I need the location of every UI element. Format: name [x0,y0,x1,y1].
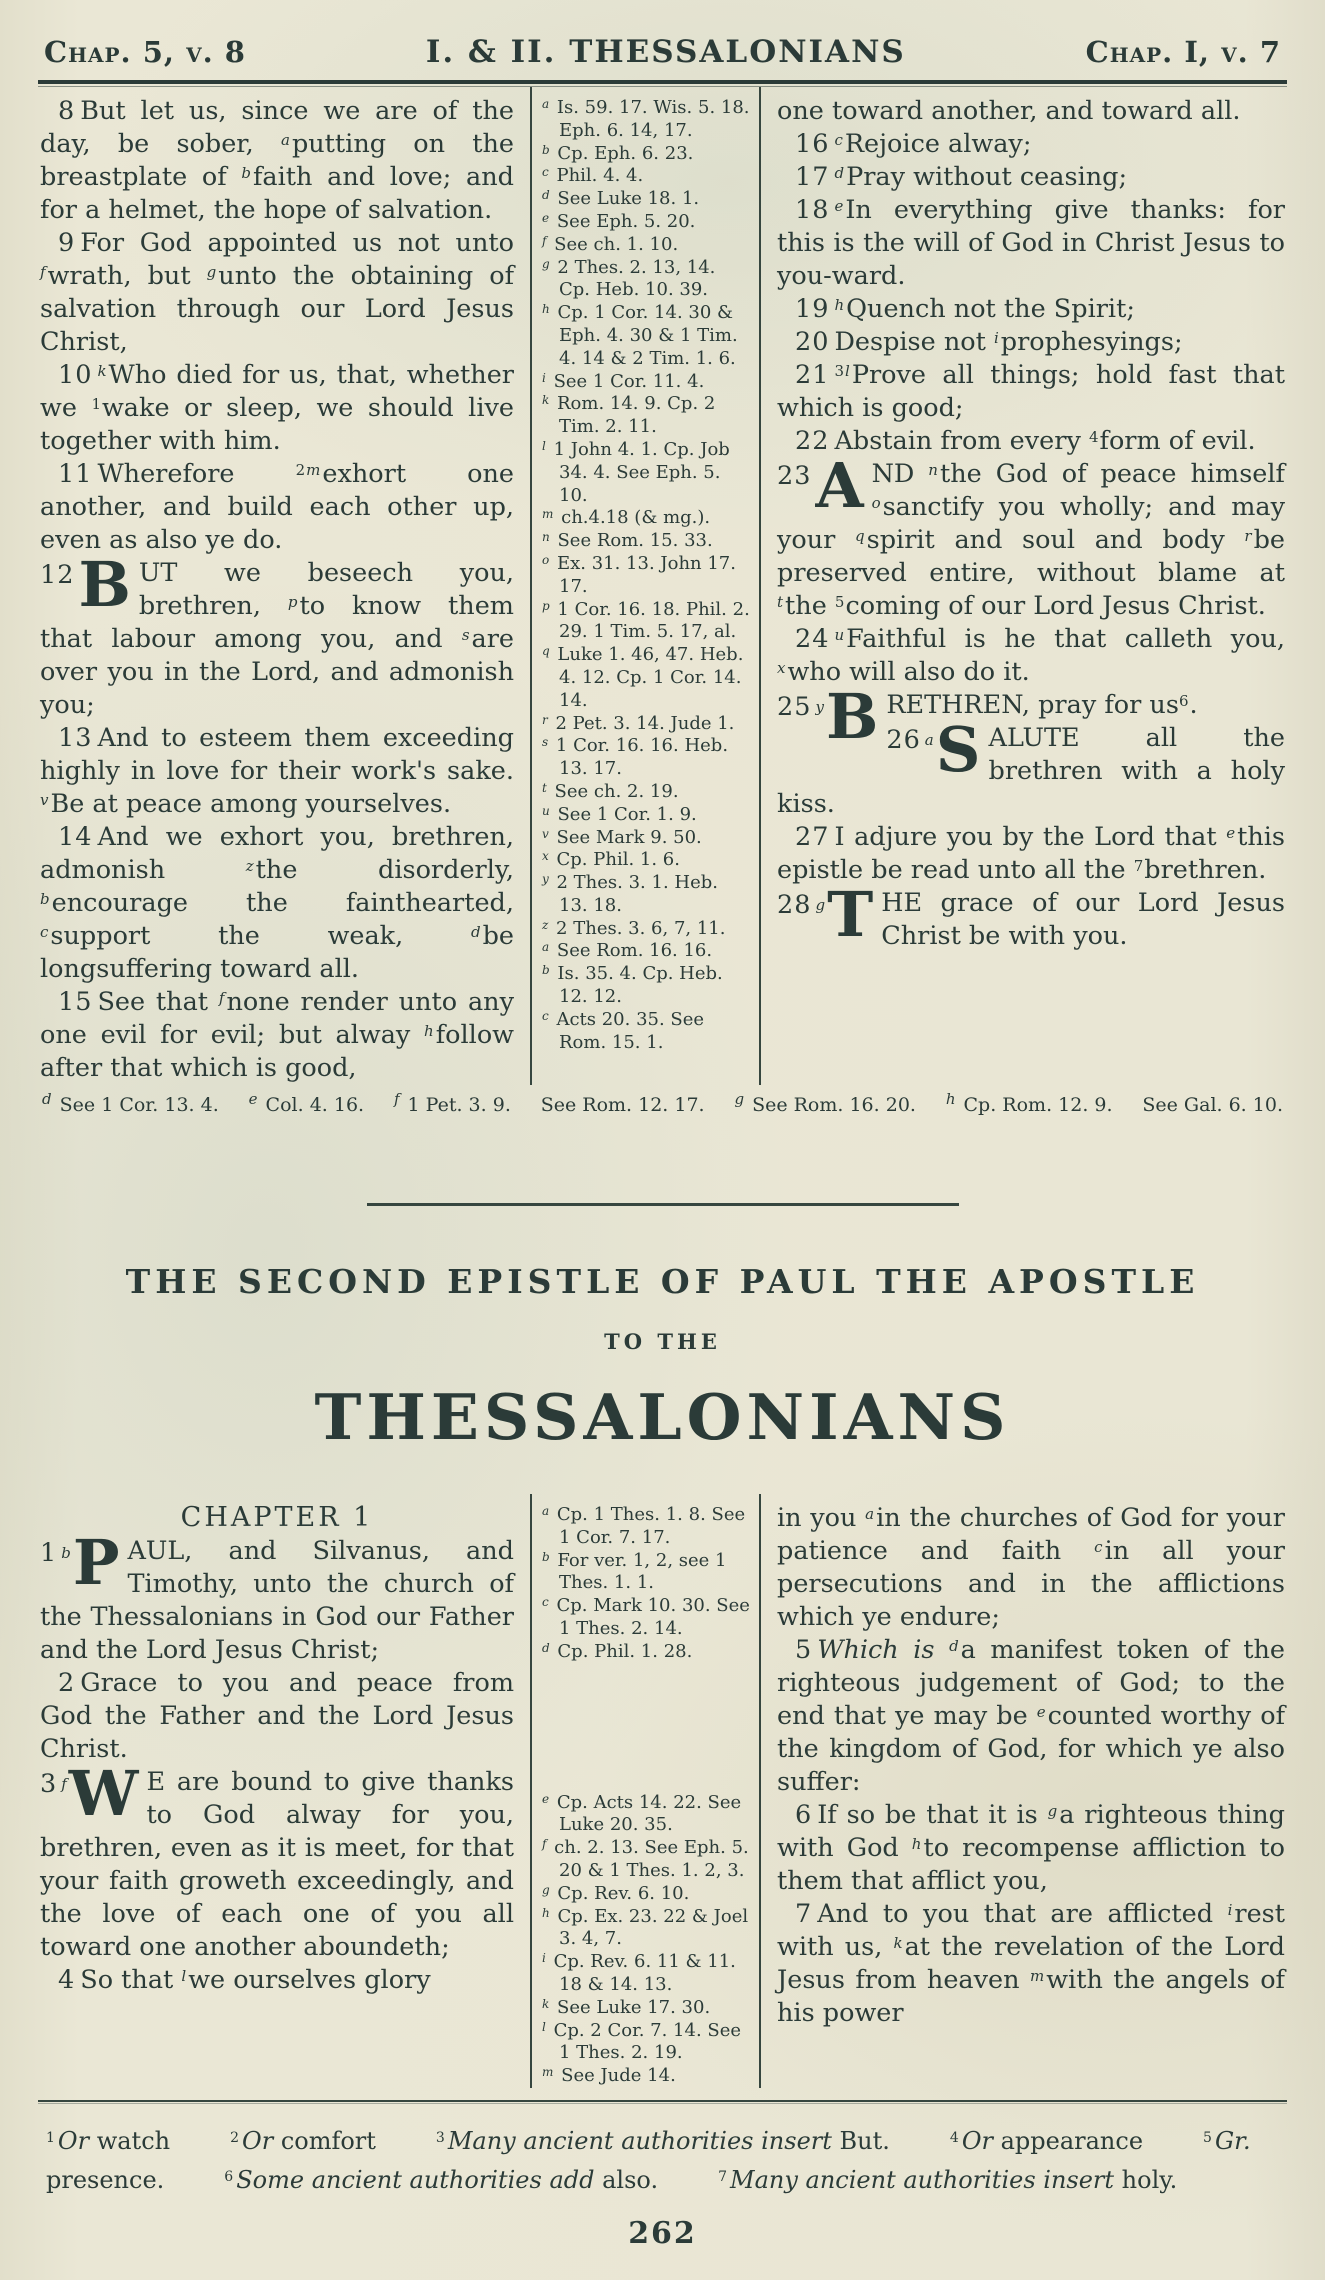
verse-number: 20 [795,327,830,357]
verse-number: 22 [795,426,830,456]
drop-cap: 26 a S [886,713,981,786]
verse-number: 16 [795,129,830,159]
verse-number: 23 [777,461,812,491]
margin-reference: $^e$ See Eph. 5. 20. [542,210,696,232]
footnote-number: 7 [718,2168,727,2185]
reference-letter: h [542,302,550,317]
footnote-number: 5 [1203,2129,1212,2146]
reference-letter: d [42,1090,52,1108]
reference-letter: o [871,494,881,512]
verse-11: 11 Wherefore $^{2m}$exhort one another, and build each other up, even as also ye do. [40,459,515,555]
verse-number: 8 [58,96,76,126]
verse-12: 12 B UT we beseech you, brethren, $^p$to know them that labour among you, and $^s$are over you in the Lord, and admonish you; [40,548,514,720]
margin-reference: $^n$ See Rom. 15. 33. [542,530,713,552]
reference-letter: c [542,1008,549,1023]
margin-reference: $^t$ See ch. 2. 19. [542,780,679,802]
footnote-number: 4 [949,2129,959,2146]
reference-letter: h [945,1090,956,1108]
verse-number: 27 [795,822,830,852]
reference-letter: a [280,131,290,149]
reference-letter: f [218,989,225,1007]
margin-reference: $^b$ Cp. Eph. 6. 23. [542,142,694,164]
reference-letter: c [834,131,843,149]
reference-letter: b [542,142,550,157]
margin-reference: $^q$ Luke 1. 46, 47. Heb. 4. 12. Cp. 1 Cor. 14. 14. [542,644,744,711]
reference-letter: s [542,735,549,750]
drop-cap: 12 B [40,548,131,621]
reference-letter: d [949,1637,959,1655]
verse-9: 9 For God appointed us not unto $^f$wrath, but $^g$unto the obtaining of salvation through our Lord Jesus Christ, [40,228,515,357]
verse-number: 18 [795,195,830,225]
epistle-title-line2: TO THE [604,1329,721,1354]
reference-letter: z [245,857,254,875]
reference-letter: k [893,1934,903,1952]
section1-margin-references [530,87,761,1085]
margin-reference: $^g$ 2 Thes. 2. 13, 14. Cp. Heb. 10. 39. [542,256,716,301]
verse-21: 21 $^{3l}$Prove all things; hold fast that which is good; [777,360,1285,423]
verse-number: 4 [58,1965,76,1995]
reference-letter: f [40,263,46,281]
header-left-chapter-verse: Chap. 5, v. 8 [44,35,246,69]
footnote-marker: 3 [834,362,844,380]
section2-left-column [38,1494,530,2088]
section-divider-rule [367,1203,959,1206]
drop-cap: 1 b P [40,1526,120,1599]
reference-letter: f [542,233,547,248]
footnote-marker: 4 [1088,428,1099,446]
verse-19: 19 $^h$Quench not the Spirit; [795,294,1135,324]
reference-letter: h [542,1905,550,1920]
verse-number: 19 [795,294,830,324]
reference-letter: g [1047,1802,1058,1820]
footer-reference: $^f$ 1 Pet. 3. 9. [393,1090,511,1116]
margin-reference: $^u$ See 1 Cor. 1. 9. [542,803,697,825]
verse-continuation: one toward another, and toward all. [777,96,1241,126]
footnote-marker: 5 [834,593,845,611]
reference-letter: b [542,1549,550,1564]
reference-letter: q [855,527,865,545]
drop-cap: 28 g T [777,878,874,951]
verse-17: 17 $^d$Pray without ceasing; [795,162,1128,192]
page-number: 262 [628,2215,697,2251]
reference-letter: f [542,1837,547,1852]
reference-letter: p [542,598,550,613]
verse-continuation: in you $^a$in the churches of God for your patience and faith $^c$in all your persecutions and in the afflictions which ye endure; [777,1503,1285,1632]
footer-reference: $^e$ Col. 4. 16. [248,1090,365,1116]
margin-reference: $^z$ 2 Thes. 3. 6, 7, 11. [542,917,726,939]
reference-letter: e [1226,824,1236,842]
footnote-number: 1 [46,2129,55,2146]
reference-letter: h [911,1835,922,1853]
section2-margin-references [530,1494,761,2088]
footnote-number: 6 [224,2168,234,2185]
reference-letter: x [542,849,549,864]
section2-columns [38,1494,1287,2088]
verse-number: 7 [795,1899,813,1929]
reference-letter: b [241,164,251,182]
verse-22: 22 Abstain from every $^4$form of evil. [795,426,1256,456]
reference-letter: t [777,593,784,611]
reference-letter: v [40,791,49,809]
reference-letter: l [542,2019,546,2034]
verse-number: 3 [40,1769,58,1799]
footer-reference: $^h$ Cp. Rom. 12. 9. [945,1090,1113,1116]
reference-letter: e [248,1090,258,1108]
margin-reference: $^c$ Acts 20. 35. See Rom. 15. 1. [542,1008,705,1053]
reference-letter: m [542,2065,554,2080]
reference-letter: a [924,731,934,749]
footnote-6: $^6$ Some ancient authorities add also. [224,2165,659,2194]
verse-number: 2 [58,1668,76,1698]
margin-reference: $^k$ Rom. 14. 9. Cp. 2 Tim. 2. 11. [542,393,716,438]
footnote-2: $^2$ Or comfort [230,2126,376,2155]
verse-15: 15 See that $^f$none render unto any one evil for evil; but alway $^h$follow after that which is good, [40,987,514,1083]
section1-footer-references [38,1085,1287,1119]
verse-10: 10 $^k$Who died for us, that, whether we $^1$wake or sleep, we should live together with him. [40,360,514,456]
reference-letter: d [470,923,481,941]
margin-reference: $^i$ See 1 Cor. 11. 4. [542,370,705,392]
reference-letter: a [542,940,550,955]
header-book-title: I. & II. THESSALONIANS [425,34,906,70]
reference-letter: b [40,890,50,908]
reference-letter: q [542,644,550,659]
verse-1: 1 b P AUL, and Silvanus, and Timothy, unto the church of the Thessalonians in God our Father and the Lord Jesus Christ; [40,1526,514,1665]
reference-letter: y [815,698,824,716]
verse-4: 4 So that $^l$we ourselves glory [58,1965,431,1995]
reference-letter: r [1244,527,1252,545]
margin-reference: $^e$ Cp. Acts 14. 22. See Luke 20. 35. [542,1791,742,1836]
verse-number: 6 [795,1800,813,1830]
section1-left-column [38,87,530,1085]
epistle-title-line1: THE SECOND EPISTLE OF PAUL THE APOSTLE [125,1262,1200,1301]
footnote-3: $^3$ Many ancient authorities insert But. [435,2126,890,2155]
reference-letter: c [1094,1538,1103,1556]
verse-number: 15 [58,987,93,1017]
section2-left-verses [40,1526,514,1997]
reference-letter: i [542,1951,546,1966]
reference-letter: o [542,552,550,567]
verse-3: 3 f W E are bound to give thanks to God alway for you, brethren, even as it is meet, for that your faith groweth exceedingly, and the love of each one of you all toward one another aboundeth; [40,1757,514,1962]
reference-letter: l [845,362,850,380]
running-header [38,30,1287,70]
margin-reference: $^d$ See Luke 18. 1. [542,188,700,210]
reference-letter: c [40,923,49,941]
margin-reference: $^k$ See Luke 17. 30. [542,1996,711,2018]
reference-letter: b [61,1544,71,1562]
reference-letter: a [865,1505,875,1523]
reference-letter: e [834,197,844,215]
reference-letter: x [777,659,786,677]
reference-letter: i [542,370,546,385]
footnote-marker: 7 [1133,857,1144,875]
verse-number: 12 [40,560,75,590]
reference-letter: n [928,461,938,479]
verse-26: 26 a S ALUTE all the brethren with a holy kiss. [777,713,1285,819]
verse-7: 7 And to you that are afflicted $^i$rest with us, $^k$at the revelation of the Lord Jesus from heaven $^m$with the angels of his power [777,1899,1285,2028]
reference-letter: p [287,593,298,611]
verse-23: 23 A ND $^n$the God of peace himself $^o$sanctify you wholly; and may your $^q$spirit and soul and body $^r$be preserved entire, without blame at $^t$the $^5$coming of our Lord Jesus Christ. [777,449,1285,621]
drop-cap: 23 A [777,449,864,522]
reference-letter: f [61,1775,67,1793]
verse-number: 17 [795,162,830,192]
section1-right-column [761,87,1287,1085]
reference-letter: a [542,97,550,111]
margin-reference: $^a$ Cp. 1 Thes. 1. 8. See 1 Cor. 7. 17. [542,1504,746,1548]
reference-letter: e [542,1791,550,1806]
verse-number: 13 [58,723,93,753]
margin-reference: $^h$ Cp. 1 Cor. 14. 30 & Eph. 4. 30 & 1 Tim. 4. 14 & 2 Tim. 1. 6. [542,302,738,369]
verse-number: 5 [795,1635,813,1665]
reference-letter: d [834,164,845,182]
margin-reference: $^c$ Phil. 4. 4. [542,165,644,187]
footnote-4: $^4$ Or appearance [949,2126,1144,2155]
margin-reference: $^m$ See Jude 14. [542,2065,676,2087]
margin-reference: $^b$ Is. 35. 4. Cp. Heb. 12. 12. [542,963,723,1008]
reference-letter: m [542,507,554,522]
margin-reference: $^x$ Cp. Phil. 1. 6. [542,849,680,871]
reference-letter: c [542,165,549,180]
drop-cap: 3 f W [40,1757,139,1830]
reference-letter: b [542,963,550,978]
margin-reference: $^l$ 1 John 4. 1. Cp. Job 34. 4. See Eph. 5. 10. [542,438,730,506]
reference-letter: g [542,256,550,271]
footnote-number: 3 [435,2129,445,2146]
footer-reference: $^g$ See Rom. 16. 20. [734,1090,916,1116]
reference-letter: r [542,712,548,727]
verse-18: 18 $^e$In everything give thanks: for this is the will of God in Christ Jesus to you-ward. [777,195,1285,291]
margin-reference: $^d$ Cp. Phil. 1. 28. [542,1640,693,1662]
section2-right-column [761,1494,1287,2088]
margin-reference: $^f$ ch. 2. 13. See Eph. 5. 20 & 1 Thes. 1. 2, 3. [542,1837,749,1881]
reference-letter: d [542,188,550,203]
margin-reference: $^f$ See ch. 1. 10. [542,233,679,255]
reference-letter: g [734,1090,745,1108]
reference-letter: g [815,896,826,914]
chapter-heading: CHAPTER 1 [180,1502,374,1533]
verse-6: 6 If so be that it is $^g$a righteous thing with God $^h$to recompense affliction to them that afflict you, [777,1800,1286,1896]
footnote-7: $^7$ Many ancient authorities insert holy. [718,2165,1178,2194]
margin-reference: $^y$ 2 Thes. 3. 1. Heb. 13. 18. [542,872,718,916]
margin-reference: $^o$ Ex. 31. 13. John 17. 17. [542,552,736,597]
verse-number: 1 [40,1538,58,1568]
verse-25: 25 y B RETHREN, pray for $us^6$. [777,680,1198,753]
reference-letter: y [542,872,549,887]
verse-27: 27 I adjure you by the Lord that $^e$this epistle be read unto all the $^7$brethren. [777,822,1285,885]
margin-reference: $^l$ Cp. 2 Cor. 7. 14. See 1 Thes. 2. 19. [542,2019,742,2064]
verse-24: 24 $^u$Faithful is he that calleth you, $^x$who will also do it. [777,624,1285,687]
reference-letter: f [393,1090,400,1108]
reference-letter: k [542,1996,550,2011]
verse-number: 10 [58,360,93,390]
reference-letter: n [542,530,550,545]
reference-letter: e [542,210,550,225]
verse-13: 13 And to esteem them exceeding highly in love for their work's sake. $^v$Be at peace among yourselves. [40,723,514,819]
margin-reference: $^p$ 1 Cor. 16. 18. Phil. 2. 29. 1 Tim. 5. 17, al. [542,598,750,643]
verse-28: 28 g T HE grace of our Lord Jesus Christ be with you. [777,878,1285,951]
reference-letter: e [1036,1703,1046,1721]
margin-reference: $^a$ Is. 59. 17. Wis. 5. 18. Eph. 6. 14, 17. [542,97,750,141]
reference-letter: h [834,296,845,314]
reference-letter: k [542,393,550,408]
verse-number: 21 [795,360,830,390]
margin-reference: $^r$ 2 Pet. 3. 14. Jude 1. [542,712,735,734]
reference-letter: t [542,780,547,795]
margin-reference: $^c$ Cp. Mark 10. 30. See 1 Thes. 2. 14. [542,1595,750,1639]
verse-number: 28 [777,890,812,920]
verse-14: 14 And we exhort you, brethren, admonish $^z$the disorderly, $^b$encourage the fainthearted, $^c$support the weak, $^d$be longsuffering toward all. [40,822,514,984]
margin-reference: $^v$ See Mark 9. 50. [542,826,702,848]
epistle-title-block [38,1262,1287,1454]
verse-number: 26 [886,725,921,755]
margin-reference: $^a$ See Rom. 16. 16. [542,940,713,962]
footnote-1: $^1$ Or watch [46,2126,171,2155]
reference-letter: a [542,1504,550,1518]
reference-letter: u [834,626,845,644]
footer-reference: See Rom. 12. 17. [540,1094,705,1116]
verse-number: 9 [58,228,76,258]
reference-letter: h [424,1022,434,1040]
reference-letter: g [542,1882,550,1897]
verse-2: 2 Grace to you and peace from God the Father and the Lord Jesus Christ. [40,1668,514,1764]
verse-20: 20 Despise not $^i$prophesyings; [795,327,1183,357]
section1-columns [38,87,1287,1085]
verse-number: 11 [58,459,93,489]
verse-number: 14 [58,822,93,852]
header-rule [38,80,1287,87]
header-right-chapter-verse: Chap. I, v. 7 [1085,35,1281,69]
footnote-marker: 6 [1178,692,1189,710]
verse-5: 5 Which is $^d$a manifest token of the righteous judgement of God; to the end that ye may be $^e$counted worthy of the kingdom of God, for which ye also suffer: [777,1635,1286,1797]
reference-letter: m [306,461,321,479]
verse-8: 8 But let us, since we are of the day, be sober, $^a$putting on the breastplate of $^b$faith and love; and for a helmet, the hope of salvation. [40,96,514,225]
reference-letter: d [542,1640,550,1655]
reference-letter: l [181,1967,187,1985]
reference-letter: c [542,1595,549,1610]
reference-letter: g [206,263,217,281]
reference-letter: s [461,626,470,644]
margin-reference: $^i$ Cp. Rev. 6. 11 & 11. 18 & 14. 13. [542,1951,736,1995]
reference-letter: u [542,803,550,818]
footnote-number: 2 [230,2129,240,2146]
footnote-marker: 1 [91,395,101,413]
margin-reference: $^m$ ch.4.18 (& mg.). [542,507,711,529]
reference-letter: z [542,917,549,932]
verse-number: 25 [777,692,812,722]
margin-reference: $^b$ For ver. 1, 2, see 1 Thes. 1. 1. [542,1549,727,1594]
reference-letter: k [97,362,107,380]
reference-letter: l [542,438,546,453]
footer-reference: $^d$ See 1 Cor. 13. 4. [42,1090,219,1116]
reference-letter: i [1227,1901,1233,1919]
reference-letter: v [542,826,549,841]
margin-reference: $^g$ Cp. Rev. 6. 10. [542,1882,690,1904]
footnote-5: $^5$ Gr. presence. [46,2126,1251,2194]
footer-reference: See Gal. 6. 10. [1142,1094,1283,1116]
footnote-marker: 2 [295,461,306,479]
margin-reference: $^s$ 1 Cor. 16. 16. Heb. 13. 17. [542,735,729,780]
epistle-title-line3: THESSALONIANS [314,1380,1011,1454]
margin-reference: $^h$ Cp. Ex. 23. 22 & Joel 3. 4, 7. [542,1905,749,1950]
footnotes [38,2104,1287,2198]
verse-16: 16 $^c$Rejoice alway; [795,129,1032,159]
drop-cap: 25 y B [777,680,879,753]
reference-letter: m [1029,1967,1045,1985]
verse-number: 24 [795,624,830,654]
reference-letter: i [993,329,999,347]
